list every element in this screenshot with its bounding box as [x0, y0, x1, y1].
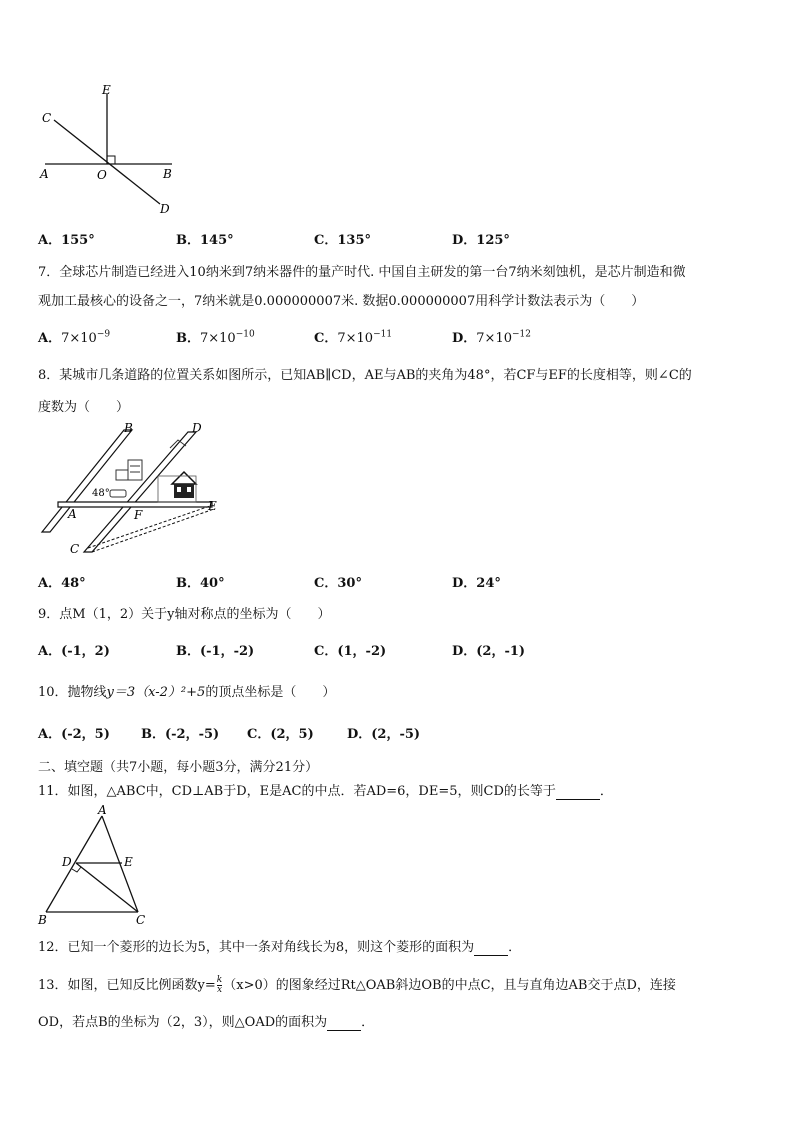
q12-end: ．	[508, 940, 522, 955]
answer-blank[interactable]	[474, 940, 508, 956]
q11-triangle-figure	[32, 802, 162, 928]
q10-formula: y＝3（x-2）²+5	[106, 685, 206, 700]
answer-blank[interactable]	[327, 1015, 361, 1031]
label-E: E	[208, 499, 217, 513]
fraction-denominator: x	[216, 985, 223, 995]
label-C: C	[70, 542, 80, 556]
label-A: A	[68, 507, 77, 521]
q9-text: 9．点M（1，2）关于y轴对称点的坐标为（ ）	[38, 607, 331, 622]
q8-text-line1: 8．某城市几条道路的位置关系如图所示，已知AB∥CD，AE与AB的夹角为48°，若CF与EF的长度相等，则∠C的	[38, 368, 692, 383]
q7-option-a[interactable]	[38, 327, 110, 346]
q9-option-d[interactable]: D．(2，-1)	[452, 644, 526, 659]
label-D: D	[62, 855, 72, 869]
label-C: C	[42, 111, 52, 125]
option-label: B．	[176, 331, 200, 346]
q10-option-d[interactable]: D．(2，-5)	[347, 727, 421, 742]
q8-text-line2: 度数为（ ）	[38, 400, 130, 415]
label-O: O	[97, 168, 107, 182]
q13-end: ．	[361, 1015, 375, 1030]
q8-road-figure	[32, 420, 232, 560]
q10-option-c[interactable]: C．(2，5)	[247, 727, 314, 742]
q6-option-c[interactable]: C．135°	[314, 233, 371, 248]
fraction	[217, 976, 222, 995]
option-label: C．	[314, 331, 338, 346]
option-exp: −10	[235, 329, 255, 340]
option-base: 7×10	[476, 331, 512, 346]
q8-option-d[interactable]: D．24°	[452, 576, 501, 591]
q10-text-pre: 10．抛物线	[38, 685, 107, 700]
q13-line1-pre: 13．如图，已知反比例函数y=	[38, 978, 216, 993]
section-heading: 二、填空题（共7小题，每小题3分，满分21分）	[38, 760, 319, 775]
label-D: D	[160, 202, 170, 216]
q9-option-b[interactable]: B．(-1，-2)	[176, 644, 255, 659]
q11-text	[38, 780, 613, 800]
answer-blank[interactable]	[556, 784, 600, 800]
label-E: E	[102, 83, 111, 97]
q13-text-line1	[38, 974, 676, 995]
q6-option-a[interactable]: A．155°	[38, 233, 95, 248]
label-B: B	[38, 913, 47, 927]
q10-option-a[interactable]: A．(-2，5)	[38, 727, 110, 742]
q12-question: 12．已知一个菱形的边长为5，其中一条对角线长为8，则这个菱形的面积为	[38, 940, 475, 955]
q6-option-b[interactable]: B．145°	[176, 233, 234, 248]
q7-option-c[interactable]	[314, 327, 392, 346]
option-base: 7×10	[61, 331, 97, 346]
label-D: D	[192, 421, 202, 435]
q8-option-a[interactable]: A．48°	[38, 576, 86, 591]
option-exp: −9	[96, 329, 111, 340]
option-base: 7×10	[200, 331, 236, 346]
label-A: A	[98, 803, 107, 817]
q7-text-line1: 7．全球芯片制造已经进入10纳米到7纳米器件的量产时代. 中国自主研发的第一台7纳米刻蚀机，是芯片制造和微	[38, 265, 686, 280]
q9-option-a[interactable]: A．(-1，2)	[38, 644, 110, 659]
option-label: A．	[38, 331, 62, 346]
option-exp: −12	[512, 329, 531, 340]
q10-text-post: 的顶点坐标是（ ）	[205, 685, 336, 700]
label-A: A	[40, 167, 49, 181]
q12-text	[38, 936, 521, 956]
label-B: B	[163, 167, 172, 181]
q11-question: 11．如图，△ABC中，CD⊥AB于D，E是AC的中点．若AD=6，DE=5，则CD的长等于	[38, 784, 556, 799]
q11-end: ．	[599, 784, 613, 799]
label-E: E	[124, 855, 133, 869]
q8-option-c[interactable]: C．30°	[314, 576, 362, 591]
label-B: B	[124, 421, 133, 435]
option-base: 7×10	[337, 331, 374, 346]
q7-option-d[interactable]	[452, 327, 531, 346]
option-label: D．	[452, 331, 477, 346]
label-C: C	[136, 913, 146, 927]
q6-option-d[interactable]: D．125°	[452, 233, 510, 248]
q7-option-b[interactable]	[176, 327, 255, 346]
q13-line1-post: （x>0）的图象经过Rt△OAB斜边OB的中点C，且与直角边AB交于点D，连接	[223, 978, 676, 993]
option-exp: −11	[373, 329, 393, 340]
q13-line2: OD，若点B的坐标为（2，3），则△OAD的面积为	[38, 1015, 328, 1030]
q7-text-line2: 观加工最核心的设备之一，7纳米就是0.000000007米. 数据0.000000007用科学计数法表示为（ ）	[38, 294, 645, 309]
q10-text	[38, 681, 335, 700]
label-F: F	[134, 508, 143, 522]
q8-option-b[interactable]: B．40°	[176, 576, 225, 591]
q6-figure	[30, 82, 190, 220]
angle-label: 48°	[92, 488, 110, 499]
fraction-numerator: k	[216, 975, 223, 985]
q13-text-line2	[38, 1011, 374, 1031]
q10-option-b[interactable]: B．(-2，-5)	[141, 727, 220, 742]
q9-option-c[interactable]: C．(1，-2)	[314, 644, 387, 659]
